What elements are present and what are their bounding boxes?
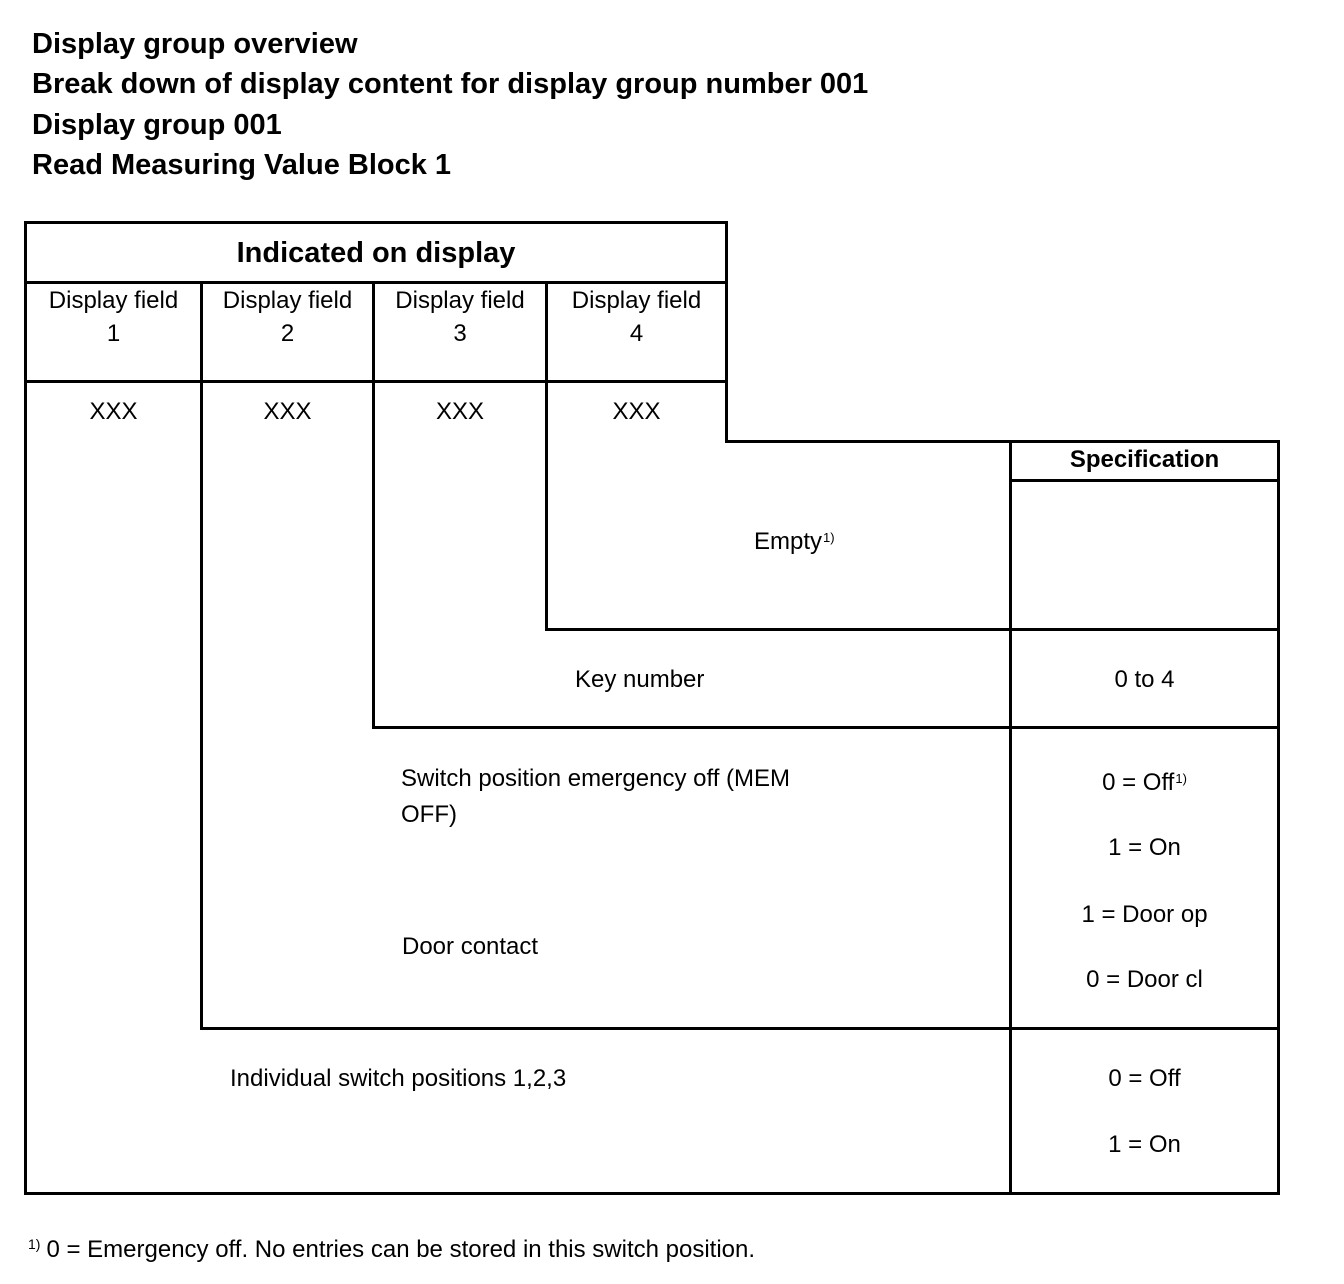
footnote-marker: 1) — [1175, 771, 1187, 786]
display-field-number: 2 — [280, 320, 295, 347]
switch-position-spec-on: 1 = On — [1108, 834, 1181, 861]
empty-row-label: Empty$^{1)}$ — [754, 528, 835, 555]
indicated-on-display-header: Indicated on display — [236, 237, 516, 269]
display-field-label: Display field — [571, 287, 702, 314]
display-field-label: Display field — [48, 287, 179, 314]
display-field-label: Display field — [222, 287, 353, 314]
footnote-text: 0 = Emergency off. No entries can be stored in this switch position. — [46, 1236, 756, 1263]
display-field-1-value: XXX — [89, 398, 138, 425]
display-field-number: 3 — [453, 320, 467, 347]
footnote — [28, 1236, 755, 1264]
display-group-title: Display group 001 — [32, 109, 282, 141]
individual-switch-spec-on: 1 = On — [1108, 1131, 1181, 1158]
footnote-marker: 1) — [823, 530, 835, 545]
key-number-spec: 0 to 4 — [1114, 666, 1175, 693]
display-field-4-value: XXX — [612, 398, 661, 425]
display-field-2-value: XXX — [263, 398, 312, 425]
switch-position-label-line2: OFF) — [401, 801, 457, 828]
door-contact-spec-open: 1 = Door op — [1081, 901, 1208, 928]
switch-position-spec-off: 0 = Off$^{1)}$ — [1102, 769, 1187, 796]
display-field-label: Display field — [395, 287, 525, 314]
display-field-number: 1 — [106, 320, 121, 347]
individual-switch-label: Individual switch positions 1,2,3 — [230, 1065, 567, 1092]
door-contact-label: Door contact — [402, 933, 539, 960]
switch-position-label-line1: Switch position emergency off (MEM — [401, 765, 791, 792]
footnote-marker: 1) — [28, 1236, 41, 1252]
key-number-label: Key number — [575, 666, 705, 693]
individual-switch-spec-off: 0 = Off — [1108, 1065, 1181, 1092]
specification-header: Specification — [1069, 446, 1220, 473]
display-field-number: 4 — [629, 320, 644, 347]
breakdown-title: Break down of display content for display group number 001 — [32, 68, 869, 100]
door-contact-spec-closed: 0 = Door cl — [1086, 966, 1203, 993]
display-field-3-value: XXX — [435, 398, 485, 425]
overview-title: Display group overview — [32, 28, 358, 60]
measuring-block-title: Read Measuring Value Block 1 — [32, 149, 452, 181]
